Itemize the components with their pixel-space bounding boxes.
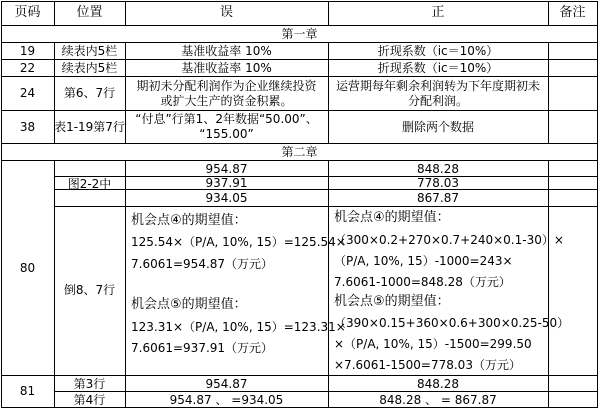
row-38-wrong-line-2: “155.00” <box>199 127 254 141</box>
row-24-right-line-1: 运营期每年剩余利润转为下年度期初未 <box>335 79 540 93</box>
row-19-wrong: 基准收益率 10% <box>181 44 272 58</box>
chapter-1-title: 第一章 <box>281 27 318 41</box>
rule-v4c <box>548 160 549 408</box>
figure-2-2-position: 图2-2中 <box>67 177 112 191</box>
rule-r19 <box>1 59 598 60</box>
row-38-right: 删除两个数据 <box>401 120 474 134</box>
header-page: 页码 <box>14 5 41 20</box>
calc-right-line: ×7.6061-1500=778.03（万元） <box>334 358 521 372</box>
rule-r81a <box>54 391 598 392</box>
calc-wrong-line: 机会点④的期望值： <box>131 213 247 228</box>
rule-r24 <box>1 110 598 111</box>
rule-v4b <box>548 42 549 143</box>
rule-r22 <box>1 76 598 77</box>
calc-right-line: ×（P/A, 10%, 15）-1500=299.50 <box>334 337 532 351</box>
calc-wrong-line: 125.54×（P/A, 10%, 15）=125.54× <box>131 235 346 249</box>
row-24-right-line-2: 分配利润。 <box>407 94 468 108</box>
row-81-line-4-position: 第4行 <box>73 393 106 407</box>
header-position: 位置 <box>76 5 103 20</box>
calc-wrong-line: 机会点⑤的期望值： <box>131 297 247 312</box>
figure-row-2-right: 778.03 <box>417 176 459 190</box>
figure-row-3-right: 867.87 <box>417 191 459 205</box>
row-22-right: 折现系数（ic＝10%） <box>377 61 499 75</box>
header-right: 正 <box>431 5 445 20</box>
chapter-2-title: 第二章 <box>281 145 318 159</box>
row-81-page: 81 <box>19 384 36 398</box>
rule-fig3 <box>54 206 598 207</box>
rule-ch2 <box>1 160 598 161</box>
calc-position: 倒8、7行 <box>63 283 116 297</box>
calc-right-line: （390×0.15+360×0.6+300×0.25-50） <box>334 316 570 330</box>
row-81-line-4-wrong: 954.87 、 =934.05 <box>169 393 284 407</box>
row-81-line-3-position: 第3行 <box>73 377 106 391</box>
calc-right-line: （300×0.2+270×0.7+240×0.1-30）× <box>334 233 564 247</box>
calc-right-line: 机会点⑤的期望值： <box>334 294 450 309</box>
rule-right <box>597 1 598 408</box>
row-38-page: 38 <box>19 120 36 134</box>
rule-top <box>1 1 598 2</box>
figure-row-1-wrong: 954.87 <box>205 162 248 176</box>
row-24-wrong-line-1: 期初未分配利润作为企业继续投资 <box>136 79 317 93</box>
header-wrong: 误 <box>219 5 233 20</box>
row-19-page: 19 <box>19 44 36 58</box>
figure-row-2-wrong: 937.91 <box>205 176 248 190</box>
row-80-page: 80 <box>19 261 36 275</box>
calc-wrong-line: 123.31×（P/A, 10%, 15）=123.31× <box>131 320 346 334</box>
row-24-wrong-line-2: 或扩大生产的资金积累。 <box>160 94 293 108</box>
row-19-right: 折现系数（ic＝10%） <box>377 44 499 58</box>
row-38-position: 表1-19第7行 <box>54 120 125 134</box>
row-22-wrong: 基准收益率 10% <box>181 61 272 75</box>
rule-header <box>1 25 598 26</box>
figure-row-3-wrong: 934.05 <box>205 191 248 205</box>
figure-row-1-right: 848.28 <box>417 162 459 176</box>
calc-right-line: 机会点④的期望值： <box>334 210 450 225</box>
header-note: 备注 <box>559 5 586 20</box>
rule-r80 <box>1 375 598 376</box>
row-81-line-3-right: 848.28 <box>417 377 459 391</box>
errata-table <box>1 1 598 408</box>
rule-r38 <box>1 143 598 144</box>
row-22-position: 续表内5栏 <box>61 61 118 75</box>
row-38-wrong-line-1: “付息”行第1、2年数据“50.00”、 <box>135 112 318 126</box>
calc-right-line: 7.6061-1000=848.28（万元） <box>334 275 511 289</box>
row-81-line-3-wrong: 954.87 <box>205 377 248 391</box>
calc-wrong-line: 7.6061=954.87（万元） <box>131 257 274 271</box>
row-24-page: 24 <box>19 86 36 100</box>
row-22-page: 22 <box>19 61 36 75</box>
rule-bottom <box>1 407 598 408</box>
calc-wrong-line: 7.6061=937.91（万元） <box>131 341 274 355</box>
row-81-line-4-right: 848.28 、 = 867.87 <box>379 393 497 407</box>
row-24-position: 第6、7行 <box>63 86 116 100</box>
calc-right-line: （P/A, 10%, 15）-1000=243× <box>334 254 513 268</box>
row-19-position: 续表内5栏 <box>61 44 118 58</box>
rule-ch1 <box>1 42 598 43</box>
